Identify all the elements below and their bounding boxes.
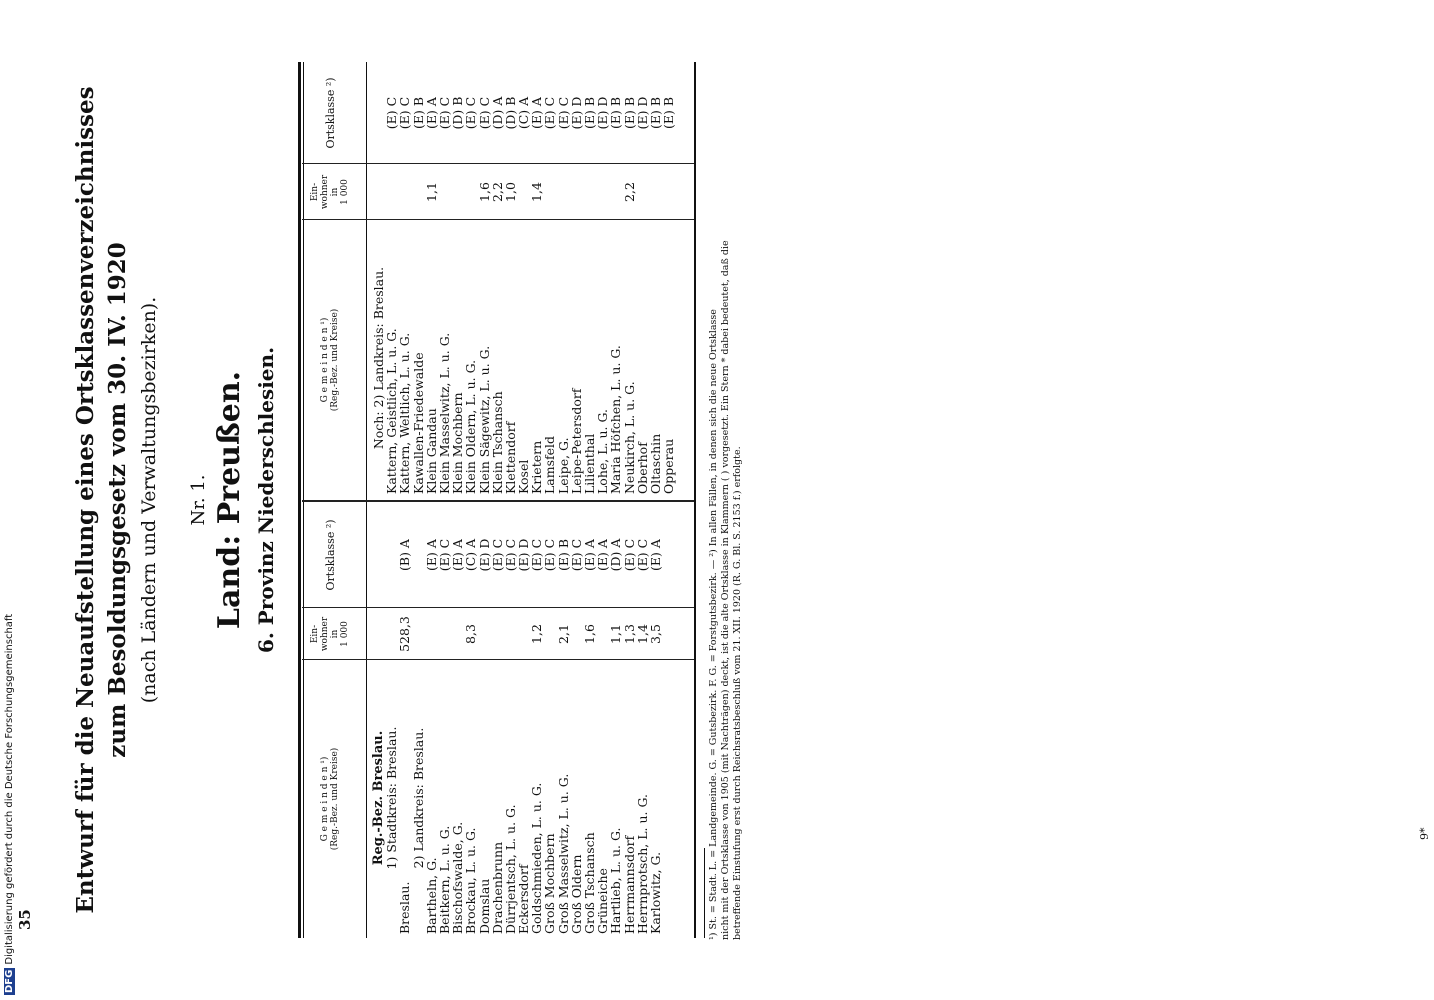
right-kl-cell: (E) D [634, 96, 650, 130]
header-text: 1 000 [340, 621, 350, 647]
section-landkreis: 2) Landkreis: Breslau. [410, 727, 426, 869]
footnote-2: nicht mit der Ortsklasse von 1905 (mit Nachträgen) deckt, ist die alte Ortsklasse in Klammern ( ) vorgesetzt. Ein Stern * dabei bedeutet, daß die [720, 240, 731, 940]
right-kl-cell: (E) B [647, 96, 663, 130]
left-name-cell: Groß Tschansch [582, 832, 597, 934]
right-einw-cell [570, 164, 583, 220]
left-kl-list [425, 502, 662, 608]
right-name-cell: Klettendorf [502, 421, 518, 494]
right-name-cell: Neukirch, L. u. G. [621, 381, 637, 494]
left-name-cell: Eckersdorf [516, 864, 532, 934]
right-name-cell: Klein Masselwitz, L. u. G. [436, 332, 452, 494]
left-kl-cell: (E) C [621, 538, 637, 572]
left-name-cell: Groß Mochbern [542, 833, 558, 934]
right-einw-cell [636, 164, 649, 220]
left-name-cell: Grüneiche [595, 868, 611, 934]
header-text: in [330, 629, 340, 639]
header-text: G e m e i n d e n ¹) [320, 317, 330, 403]
row-breslau: Breslau. [397, 881, 413, 934]
right-name-cell: Klein Mochbern [450, 392, 466, 494]
right-name-cell: Kawallen-Friedewalde [410, 352, 426, 494]
right-kl-cell: (E) C [476, 96, 492, 130]
right-einw-cell [438, 164, 451, 220]
title-line-3: (nach Ländern und Verwaltungsbezirken). [138, 296, 160, 704]
title-line-2: zum Besoldungsgesetz vom 30. IV. 1920 [104, 242, 131, 758]
footnote-rule [704, 848, 705, 938]
right-kl-cell: (E) C [397, 96, 413, 130]
right-kl-cell: (E) C [555, 96, 571, 130]
left-einw-cell: 1,4 [634, 624, 650, 644]
left-name-cell: Domslau [476, 878, 492, 934]
right-name-cell: Oberhof [634, 442, 650, 494]
section-regbez: Reg.-Bez. Breslau. [371, 730, 386, 866]
right-kl-cell: (E) D [595, 96, 611, 130]
header-text: in [330, 187, 340, 197]
province-heading: 6. Provinz Niederschlesien. [254, 346, 278, 654]
right-einw-cell: 2,2 [489, 182, 505, 202]
left-name-cell: Brockau, L. u. G. [463, 827, 479, 934]
right-name-cell: Kattern, Weltlich, L. u. G. [397, 332, 413, 494]
right-name-list [385, 222, 675, 494]
right-kl-cell: (E) B [608, 96, 624, 130]
right-kl-cell: (E) B [621, 96, 637, 130]
header-text: Ein- [310, 624, 320, 644]
right-kl-cell: (E) A [529, 97, 545, 129]
left-ortsklasse [372, 502, 662, 608]
left-einw-cell: 1,2 [529, 624, 545, 644]
right-name-cell: Kattern, Geistlich, L. u. G. [384, 328, 400, 494]
left-einw-cell: 1,3 [621, 624, 637, 644]
right-name-cell: Opperau [661, 438, 677, 494]
left-name-cell: Beitkern, L. u. G. [436, 825, 452, 934]
left-kl-cell: (E) A [450, 539, 466, 571]
right-einw-cell [398, 164, 411, 220]
right-einw-cell [385, 164, 398, 220]
right-name-cell: Klein Oldern, L. u. G. [463, 359, 479, 494]
header-text: 1 000 [340, 179, 350, 205]
header-text: wohner [320, 616, 330, 652]
right-ortsklasse [372, 62, 675, 164]
left-kl-cell: (E) C [502, 538, 518, 572]
right-name-cell: Leipe, G. [555, 437, 571, 494]
right-einw-cell [596, 164, 609, 220]
left-names [372, 662, 662, 934]
right-kl-cell: (E) B [661, 96, 677, 130]
left-einw-cell: 1,6 [582, 624, 597, 644]
right-name-cell: Maria Höfchen, L. u. G. [608, 345, 624, 494]
right-name-cell: Oltaschin [647, 433, 663, 494]
left-kl-cell: (E) A [582, 539, 597, 571]
right-kl-cell: (E) A [423, 97, 439, 129]
dfg-logo: DFG [4, 969, 15, 993]
right-einw-cell [451, 164, 464, 220]
left-einw-cell [425, 608, 438, 660]
right-einw-cell: 1,6 [476, 182, 492, 202]
right-kl-cell: (E) D [568, 96, 584, 130]
right-kl-cell: (E) C [436, 96, 452, 130]
header-ortsklasse-left: Ortsklasse ²) [324, 519, 337, 591]
header-einwohner-right [310, 164, 350, 220]
right-kl-cell: (E) C [463, 96, 479, 130]
header-subtext: (Reg.-Bez. und Kreise) [330, 747, 340, 851]
left-einw-list [425, 608, 662, 660]
header-ortsklasse-right: Ortsklasse ²) [324, 77, 337, 149]
left-name-cell: Hartlieb, L. u. G. [608, 827, 624, 934]
left-kl-cell: (E) A [647, 539, 663, 571]
right-einw-cell [583, 164, 596, 220]
breslau-einwohner: 528,3 [397, 616, 413, 652]
left-einw-cell [543, 608, 556, 660]
header-text: G e m e i n d e n ¹) [320, 756, 330, 842]
left-kl-cell: (E) C [542, 538, 558, 572]
left-name-cell: Bischofswalde, G. [450, 821, 466, 934]
right-einw-cell: 1,0 [502, 182, 518, 202]
section-stadtkreis: 1) Stadtkreis: Breslau. [384, 726, 400, 870]
header-gemeinden-left [320, 660, 340, 938]
left-kl-cell: (E) C [529, 538, 545, 572]
right-einwohner [372, 164, 675, 220]
left-name-cell: Groß Oldern [568, 854, 584, 934]
left-name-cell: Karlowitz, G. [647, 851, 663, 934]
left-einw-cell: 8,3 [463, 624, 479, 644]
right-kl-cell: (E) B [582, 96, 597, 130]
digitization-text: Digitalisierung gefördert durch die Deutsche Forschungsgemeinschaft [4, 613, 15, 965]
right-kl-cell: (D) B [502, 96, 518, 130]
right-kl-cell: (E) C [542, 96, 558, 130]
signature-mark: 9* [1418, 827, 1431, 840]
left-einw-cell: 2,1 [555, 624, 571, 644]
left-einw-cell [504, 608, 517, 660]
left-kl-cell: (E) C [634, 538, 650, 572]
right-kl-cell: (C) A [516, 96, 532, 130]
header-gemeinden-right [320, 220, 340, 500]
footnote-3: betreffende Einstufung erst durch Reichsratsbeschluß vom 21. XII. 1920 (R. G. Bl. S. 2153 f.) erfolgte. [732, 446, 743, 940]
header-subtext: (Reg.-Bez. und Kreise) [330, 308, 340, 412]
header-text: wohner [320, 174, 330, 210]
left-kl-cell: (E) D [476, 538, 492, 572]
left-kl-cell: (E) D [516, 538, 532, 572]
right-einw-cell: 1,1 [423, 182, 439, 202]
right-name-cell: Lohe, L. u. G. [595, 409, 611, 494]
left-einw-cell: 3,5 [647, 624, 663, 644]
right-name-cell: Lamsfeld [542, 435, 558, 494]
left-name-cell: Bartheln, G. [423, 857, 439, 934]
left-kl-cell: (E) C [489, 538, 505, 572]
table-bottom-rule [694, 62, 696, 938]
left-einw-cell [438, 608, 451, 660]
left-name-cell: Drachenbrunn [489, 841, 505, 934]
header-text: Ein- [310, 182, 320, 202]
right-name-cell: Kosel [516, 459, 532, 494]
left-kl-cell: (E) C [436, 538, 452, 572]
page-number: 35 [16, 909, 34, 930]
left-name-cell: Goldschmieden, L. u. G. [529, 782, 545, 934]
number-heading: Nr. 1. [188, 474, 209, 526]
right-name-cell: Leipe-Petersdorf [568, 388, 584, 494]
section-noch: Noch: 2) Landkreis: Breslau. [371, 266, 386, 450]
right-kl-cell: (E) C [384, 96, 400, 130]
left-name-cell: Herrmannsdorf [621, 835, 637, 934]
left-kl-cell: (E) A [595, 539, 611, 571]
right-name-cell: Klein Tschansch [489, 391, 505, 494]
right-name-cell: Lilienthal [582, 433, 597, 494]
left-einwohner [372, 608, 662, 660]
left-kl-cell: (E) A [423, 539, 439, 571]
footnote-1: ¹) St. = Stadt. L. = Landgemeinde. G. = Gutsbezirk. F. G. = Forstgutsbezirk. — ²) In allen Fällen, in denen sich die neue Ortsklasse [708, 309, 719, 940]
right-einw-cell [543, 164, 556, 220]
right-einw-cell [649, 164, 662, 220]
left-einw-cell: 1,1 [608, 624, 624, 644]
left-kl-cell: (E) B [555, 538, 571, 572]
left-einw-cell [491, 608, 504, 660]
left-kl-cell: (C) A [463, 538, 479, 572]
left-name-cell: Herrnprotsch, L. u. G. [634, 794, 650, 934]
left-name-cell: Dürrjentsch, L. u. G. [502, 804, 518, 934]
right-einw-list [385, 164, 675, 220]
right-kl-cell: (D) B [450, 96, 466, 130]
right-kl-list [385, 62, 675, 164]
right-names [372, 222, 675, 494]
left-name-list [425, 662, 662, 934]
right-einw-cell [609, 164, 622, 220]
right-name-cell: Klein Sägewitz, L. u. G. [476, 345, 492, 494]
right-einw-cell [412, 164, 425, 220]
table-top-rule [298, 62, 301, 938]
digitization-note [4, 614, 15, 995]
title-line-1: Entwurf für die Neuaufstellung eines Ortsklassenverzeichnisses [72, 86, 99, 914]
right-kl-cell: (E) B [410, 96, 426, 130]
left-name-cell: Groß Masselwitz, L. u. G. [555, 773, 571, 934]
right-name-cell: Krietern [529, 440, 545, 494]
right-einw-cell [464, 164, 477, 220]
right-einw-cell: 1,4 [529, 182, 545, 202]
left-einw-cell [478, 608, 491, 660]
right-name-cell: Klein Gandau [423, 408, 439, 494]
breslau-ortsklasse: (B) A [397, 539, 413, 571]
right-kl-cell: (D) A [489, 96, 505, 130]
right-einw-cell [557, 164, 570, 220]
left-kl-cell: (D) A [608, 538, 624, 572]
left-kl-cell: (E) C [568, 538, 584, 572]
header-einwohner-left [310, 608, 350, 660]
right-einw-cell: 2,2 [621, 182, 637, 202]
right-einw-cell [662, 164, 675, 220]
land-heading: Land: Preußen. [212, 370, 247, 630]
